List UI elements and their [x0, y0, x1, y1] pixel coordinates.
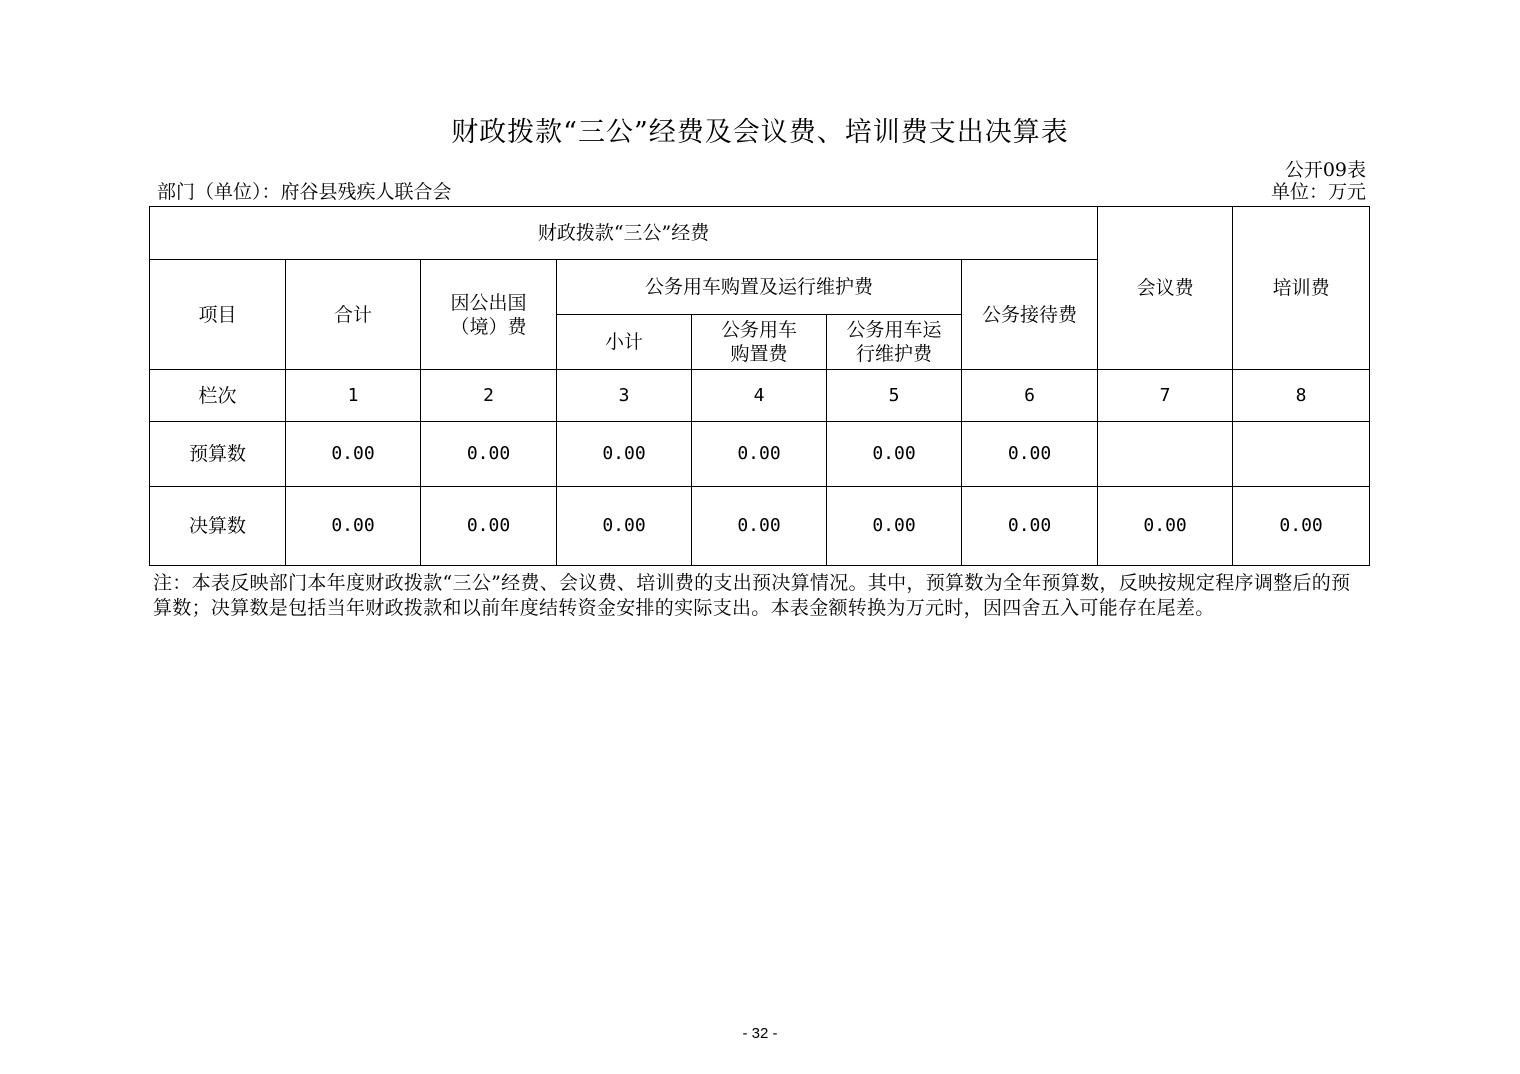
table-cell: 4 — [692, 370, 827, 422]
table-cell: 0.00 — [1098, 487, 1233, 566]
row-label: 决算数 — [150, 487, 286, 566]
footnote: 注：本表反映部门本年度财政拨款“三公”经费、会议费、培训费的支出预决算情况。其中，预算数为全年预算数，反映按规定程序调整后的预算数；决算数是包括当年财政拨款和以前年度结转资金安排的实际支出。本表金额转换为万元时，因四舍五入可能存在尾差。 — [153, 572, 1351, 619]
table-cell: 2 — [421, 370, 557, 422]
table-cell — [1098, 422, 1233, 487]
table-cell: 0.00 — [962, 487, 1098, 566]
table-cell: 0.00 — [286, 487, 421, 566]
unit-label: 单位：万元 — [1270, 181, 1366, 203]
header-item: 项目 — [150, 260, 286, 370]
table-cell: 0.00 — [1233, 487, 1370, 566]
page-title: 财政拨款“三公”经费及会议费、培训费支出决算表 — [451, 117, 1069, 148]
table-row — [150, 487, 1370, 566]
header-reception: 公务接待费 — [962, 260, 1098, 370]
table-cell — [1233, 422, 1370, 487]
table-cell: 0.00 — [286, 422, 421, 487]
form-code: 公开09表 — [1284, 159, 1366, 181]
table-cell: 0.00 — [827, 422, 962, 487]
header-vehicle-group: 公务用车购置及运行维护费 — [557, 260, 962, 315]
table-cell: 0.00 — [557, 487, 692, 566]
header-total: 合计 — [286, 260, 421, 370]
table-cell: 0.00 — [421, 422, 557, 487]
table-cell: 0.00 — [962, 422, 1098, 487]
header-vehicle-purchase: 公务用车购置费 — [692, 315, 827, 370]
table-cell: 7 — [1098, 370, 1233, 422]
table-cell: 0.00 — [827, 487, 962, 566]
header-vehicle-subtotal: 小计 — [557, 315, 692, 370]
table-cell: 3 — [557, 370, 692, 422]
table-cell: 5 — [827, 370, 962, 422]
header-vehicle-operation: 公务用车运行维护费 — [827, 315, 962, 370]
group-header: 财政拨款“三公”经费 — [150, 207, 1098, 260]
table-cell: 1 — [286, 370, 421, 422]
table-row — [150, 422, 1370, 487]
header-training: 培训费 — [1233, 207, 1370, 370]
table-row — [150, 370, 1370, 422]
department-label: 部门（单位）：府谷县残疾人联合会 — [157, 181, 452, 203]
expenditure-table — [149, 206, 1370, 566]
table-cell: 0.00 — [421, 487, 557, 566]
table-cell: 6 — [962, 370, 1098, 422]
table-cell: 0.00 — [557, 422, 692, 487]
row-label: 预算数 — [150, 422, 286, 487]
header-meeting: 会议费 — [1098, 207, 1233, 370]
table-cell: 0.00 — [692, 487, 827, 566]
table-cell: 0.00 — [692, 422, 827, 487]
row-label: 栏次 — [150, 370, 286, 422]
header-abroad: 因公出国（境）费 — [421, 260, 557, 370]
table-cell: 8 — [1233, 370, 1370, 422]
page-number: - 32 - — [742, 1025, 778, 1042]
